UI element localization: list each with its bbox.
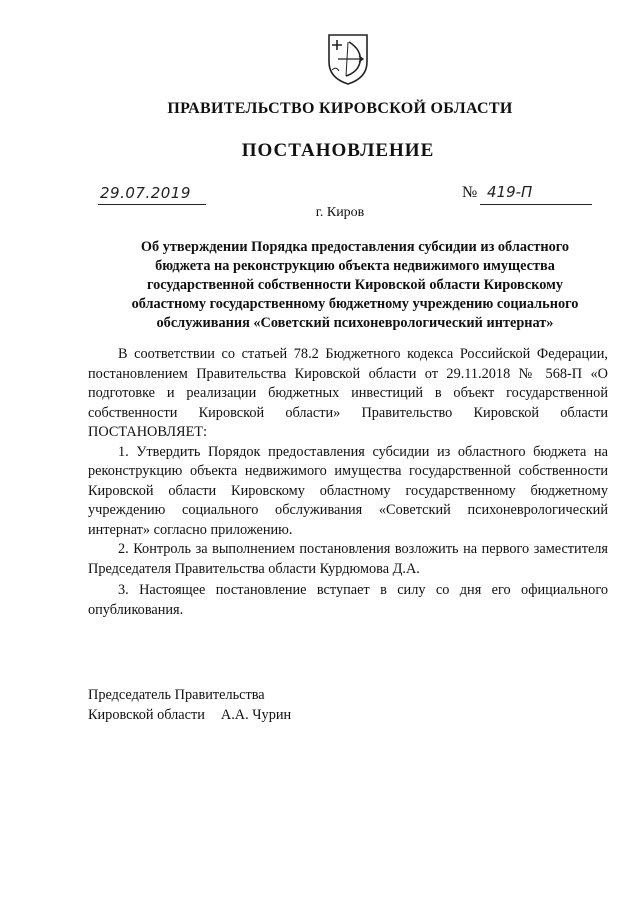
title-line: обслуживания «Советский психоневрологический интернат» [156, 315, 554, 331]
document-body [88, 345, 608, 620]
signature-line [88, 706, 291, 726]
paragraph-item-2: 2. Контроль за выполнением постановления возложить на первого заместителя Председателя Правительства области Курдюмова Д.А. [88, 541, 608, 577]
coat-of-arms-icon [326, 32, 370, 86]
title-line: бюджета на реконструкцию объекта недвижимого имущества [155, 258, 555, 274]
paragraph-item-3: 3. Настоящее постановление вступает в силу со дня его официального опубликования. [88, 582, 608, 618]
signature-block [88, 686, 291, 725]
number-sign: № [462, 184, 478, 201]
document-type: ПОСТАНОВЛЕНИЕ [241, 140, 435, 161]
document-date: 29.07.2019 [100, 184, 191, 202]
paragraph-preamble: В соответствии со статьей 78.2 Бюджетного кодекса Российской Федерации, постановлением Правительства Кировской области от 29.11.2018 № 568-П «О подготовке и реализации бюджетных инвестиций в объект государственной собственности Кировской области» Правительство Кировской области ПОСТАНОВЛЯЕТ: [88, 346, 608, 440]
signature-region: Кировской области [88, 706, 205, 723]
title-line: Об утверждении Порядка предоставления субсидии из областного [140, 239, 570, 255]
document-title [105, 238, 605, 333]
city: г. Киров [315, 205, 365, 220]
signature-position: Председатель Правительства [88, 687, 265, 703]
organization-title: ПРАВИТЕЛЬСТВО КИРОВСКОЙ ОБЛАСТИ [167, 100, 513, 117]
title-line: областному государственному бюджетному учреждению социального [131, 296, 579, 312]
paragraph-item-1: 1. Утвердить Порядок предоставления субсидии из областного бюджета на реконструкцию объекта недвижимого имущества государственной собственности Кировской области Кировскому областному государственному бюджетному учреждению социального обслуживания «Советский психоневрологический интернат» согласно приложению. [88, 443, 608, 538]
document-number: 419-П [487, 183, 533, 201]
title-line: государственной собственности Кировской области Кировскому [146, 277, 564, 293]
signature-name: А.А. Чурин [220, 706, 292, 723]
